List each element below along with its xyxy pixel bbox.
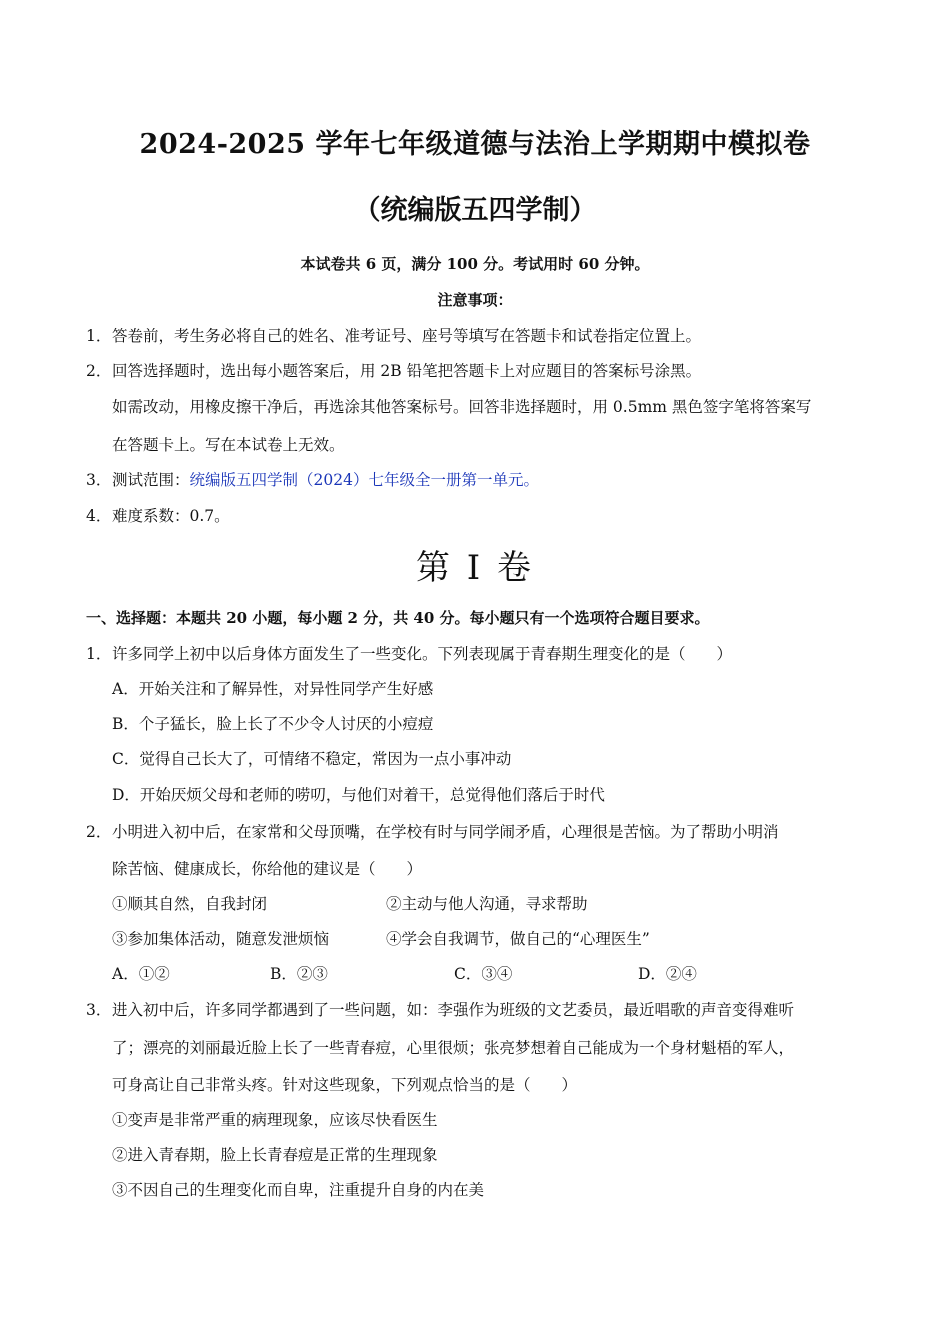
section-heading: 一、选择题：本题共 20 小题，每小题 2 分，共 40 分。每小题只有一个选项符合题目要求。 [86,609,710,627]
notice-item-3: 3．测试范围：统编版五四学制（2024）七年级全一册第一单元。 [86,471,539,489]
q1-option-b: B．个子猛长，脸上长了不少令人讨厌的小痘痘 [112,715,434,733]
q2-stem-cont: 除苦恼、健康成长，你给他的建议是（ ） [112,860,423,878]
q2-choice-c: C．③④ [454,965,513,983]
notice-item-2-cont: 如需改动，用橡皮擦干净后，再选涂其他答案标号。回答非选择题时，用 0.5mm 黑色签字笔将答案写 [112,398,812,416]
notice-item-4: 4．难度系数：0.7。 [86,507,230,525]
exam-subtitle: （统编版五四学制） [353,195,597,226]
q2-item-4: ④学会自我调节，做自己的“心理医生” [386,930,650,948]
q3-item-1: ①变声是非常严重的病理现象，应该尽快看医生 [112,1111,438,1129]
exam-info: 本试卷共 6 页，满分 100 分。考试用时 60 分钟。 [300,255,650,273]
q3-item-2: ②进入青春期，脸上长青春痘是正常的生理现象 [112,1146,438,1164]
q2-choice-b: B．②③ [270,965,328,983]
q1-option-d: D．开始厌烦父母和老师的唠叨，与他们对着干，总觉得他们落后于时代 [112,786,605,804]
question-2: 2．小明进入初中后，在家常和父母顶嘴，在学校有时与同学闹矛盾，心理很是苦恼。为了帮助小明消 [86,823,779,841]
notice-item-1: 1．答卷前，考生务必将自己的姓名、准考证号、座号等填写在答题卡和试卷指定位置上。 [86,327,702,345]
q2-item-2: ②主动与他人沟通，寻求帮助 [386,895,588,913]
q2-choice-d: D．②④ [638,965,697,983]
q2-item-3: ③参加集体活动，随意发泄烦恼 [112,930,330,948]
question-3: 3．进入初中后，许多同学都遇到了一些问题，如：李强作为班级的文艺委员，最近唱歌的声音变得难听 [86,1001,795,1019]
notice-item-2-cont2: 在答题卡上。写在本试卷上无效。 [112,436,345,454]
exam-title: 2024-2025 学年七年级道德与法治上学期期中模拟卷 [139,129,811,160]
q2-item-1: ①顺其自然，自我封闭 [112,895,268,913]
q3-item-3: ③不因自己的生理变化而自卑，注重提升自身的内在美 [112,1181,485,1199]
q2-choice-a: A．①② [112,965,170,983]
test-scope-link[interactable]: 统编版五四学制（2024）七年级全一册第一单元。 [189,471,539,489]
q1-option-c: C．觉得自己长大了，可情绪不稳定，常因为一点小事冲动 [112,750,512,768]
question-1: 1．许多同学上初中以后身体方面发生了一些变化。下列表现属于青春期生理变化的是（ ） [86,645,733,663]
volume-heading: 第 I 卷 [415,548,535,588]
q3-stem-cont: 了；漂亮的刘丽最近脸上长了一些青春痘，心里很烦；张亮梦想着自己能成为一个身材魁梧的军人， [112,1039,795,1057]
notice-item-2: 2．回答选择题时，选出每小题答案后，用 2B 铅笔把答题卡上对应题目的答案标号涂黑。 [86,362,702,380]
notice-heading: 注意事项： [437,291,513,309]
q3-stem-cont2: 可身高让自己非常头疼。针对这些现象，下列观点恰当的是（ ） [112,1076,578,1094]
q1-option-a: A．开始关注和了解异性，对异性同学产生好感 [112,680,434,698]
